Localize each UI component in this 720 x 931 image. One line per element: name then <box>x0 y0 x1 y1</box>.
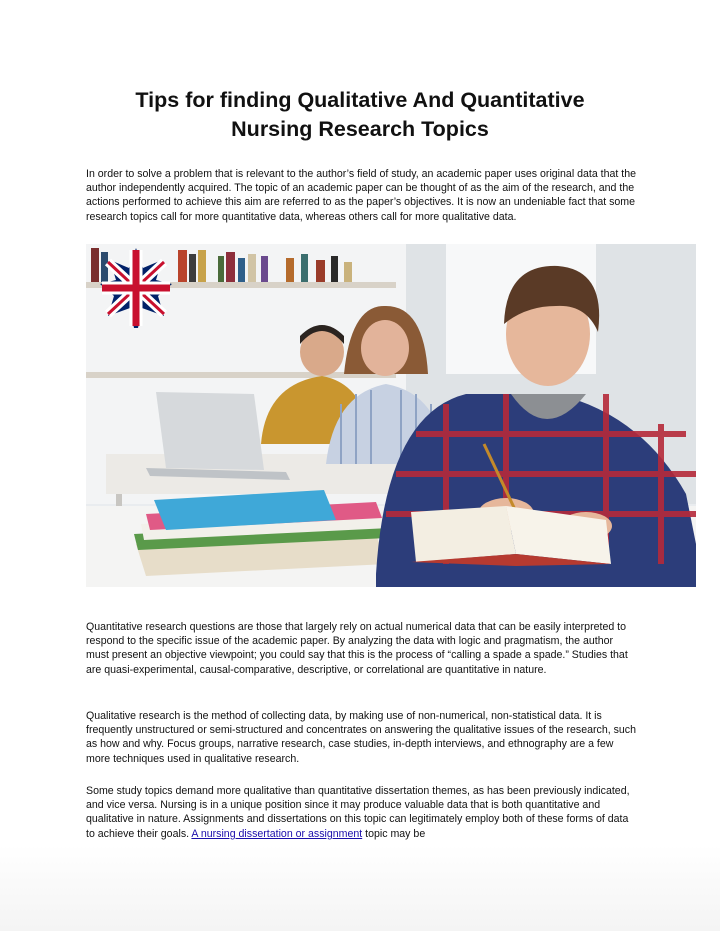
page-bottom-shade <box>0 845 720 931</box>
page-title <box>60 86 660 144</box>
students-studying-photo <box>86 244 696 587</box>
qualitative-paragraph: Qualitative research is the method of collecting data, by making use of non-numerical, non-statistical data. It is frequently unstructured or semi-structured and concentrates on answering the qualitative issues of the research, such as how and why. Focus groups, narrative research, case studies, in-depth interviews, and ethnography are a few more techniques used in qualitative research. <box>86 709 636 765</box>
nursing-paragraph <box>86 784 638 842</box>
nursing-paragraph-text: Some study topics demand more qualitative than quantitative dissertation themes, as has been previously indicated, and vice versa. Nursing is in a unique position since it may produce valuable data that is both quantitative and qualitative in nature. Assignments and dissertations on this topic can legitimately employ both of these forms of data to achieve their goals. <box>86 784 630 840</box>
union-flag-maple-leaf-logo <box>100 248 172 328</box>
nursing-dissertation-link[interactable]: A nursing dissertation or assignment <box>191 827 363 840</box>
intro-paragraph: In order to solve a problem that is relevant to the author’s field of study, an academic paper uses original data that the author independently acquired. The topic of an academic paper can be thought of as the aim of the research, and the actions performed to achieve this aim are referred to as the paper’s objectives. It is now an undeniable fact that some research topics call for more quantitative data, whereas others call for more qualitative data. <box>86 167 637 223</box>
quantitative-paragraph: Quantitative research questions are those that largely rely on actual numerical data that can be easily interpreted to respond to the specific issue of the academic paper. By analyzing the data with logic and pragmatism, the author must present an objective viewpoint; you could say that this is the process of “calling a spade a spade.” Studies that are quasi-experimental, causal-comparative, descriptive, or correlational are quantitative in nature. <box>86 620 628 676</box>
title-line-1: Tips for finding Qualitative And Quantitative <box>135 88 585 112</box>
nursing-paragraph-tail: topic may be <box>362 827 426 840</box>
title-line-2: Nursing Research Topics <box>231 117 489 141</box>
